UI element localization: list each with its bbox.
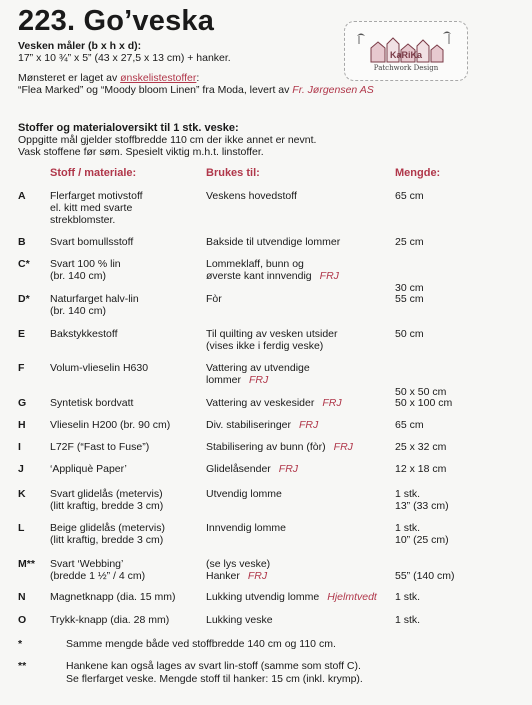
row-quantity <box>395 419 424 431</box>
quantity-line: 10” (25 cm) <box>395 534 449 546</box>
pattern-text-2: “Flea Marked” og “Moody bloom Linen” fra Moda, levert av <box>18 84 293 96</box>
note-2-mark: ** <box>18 660 27 672</box>
quantity-line: 1 stk. <box>395 591 421 603</box>
dimensions-label: Vesken måler (b x h x d): <box>18 40 142 52</box>
quantity-line <box>395 558 455 570</box>
supplier-tag: FRJ <box>322 397 342 409</box>
row-letter: O <box>18 614 27 626</box>
supplier-tag: FRJ <box>249 374 269 386</box>
note-1-mark: * <box>18 638 23 650</box>
quantity-line <box>395 258 424 270</box>
row-quantity <box>395 591 420 603</box>
row-material <box>50 463 127 475</box>
use-text: (se lys veske) <box>206 558 271 570</box>
note-2-line-1: Hankene kan også lages av svart lin-stoff (samme som stoff C). <box>66 660 361 672</box>
row-quantity <box>395 441 446 453</box>
material-line: Magnetknapp (dia. 15 mm) <box>50 591 176 603</box>
use-text: Lukking veske <box>206 614 273 626</box>
row-material <box>50 236 133 248</box>
material-line: Trykk-knapp (dia. 28 mm) <box>50 614 170 626</box>
row-letter: D* <box>18 293 30 305</box>
dimensions-value: 17” x 10 ¾” x 5” (43 x 27,5 x 13 cm) + hanker. <box>18 52 231 64</box>
use-text: øverste kant innvendig <box>206 270 312 282</box>
row-material <box>50 488 163 512</box>
material-line: strekblomster. <box>50 214 116 226</box>
row-letter: N <box>18 591 26 603</box>
quantity-line: 50 x 100 cm <box>395 397 453 409</box>
row-material <box>50 441 149 453</box>
row-material <box>50 558 145 582</box>
overview-line-1: Oppgitte mål gjelder stoffbredde 110 cm der ikke annet er nevnt. <box>18 134 317 146</box>
quantity-line: 55 cm <box>395 293 424 305</box>
row-use <box>206 328 338 352</box>
row-use <box>206 488 282 500</box>
overview-line-2: Vask stoffene før søm. Spesielt viktig m.h.t. linstoffer. <box>18 146 264 158</box>
row-letter: J <box>18 463 24 475</box>
row-quantity <box>395 362 446 398</box>
row-use <box>206 463 298 475</box>
material-line: ‘Appliquè Paper’ <box>50 463 127 475</box>
use-text: lommer <box>206 374 242 386</box>
material-line: Svart ‘Webbing’ <box>50 558 124 570</box>
quantity-line: 13” (33 cm) <box>395 500 449 512</box>
row-material <box>50 397 133 409</box>
use-text: Stabilisering av bunn (fòr) <box>206 441 326 453</box>
use-text: Lukking utvendig lomme <box>206 591 320 603</box>
row-use <box>206 558 270 582</box>
row-quantity <box>395 190 424 202</box>
use-line <box>206 522 286 534</box>
quantity-line: 65 cm <box>395 190 424 202</box>
use-text: Bakside til utvendige lommer <box>206 236 341 248</box>
material-line: Svart 100 % lin <box>50 258 121 270</box>
row-use <box>206 258 339 282</box>
use-line <box>206 558 270 570</box>
quantity-line <box>395 270 424 282</box>
header-quantity: Mengde: <box>395 167 441 179</box>
use-text: Vattering av veskesider <box>206 397 315 409</box>
use-line <box>206 270 339 282</box>
quantity-line: 25 cm <box>395 236 424 248</box>
use-line <box>206 374 310 386</box>
svg-text:KaRiKa: KaRiKa <box>389 50 423 60</box>
row-letter: B <box>18 236 26 248</box>
use-line <box>206 236 340 248</box>
row-letter: C* <box>18 258 30 270</box>
material-line: Vlieselin H200 (br. 90 cm) <box>50 419 171 431</box>
material-line: (br. 140 cm) <box>50 270 107 282</box>
supplier-tag: FRJ <box>319 270 339 282</box>
row-material <box>50 419 170 431</box>
use-line <box>206 328 338 340</box>
quantity-line: 12 x 18 cm <box>395 463 447 475</box>
row-material <box>50 614 169 626</box>
use-line <box>206 488 282 500</box>
material-line: Svart glidelås (metervis) <box>50 488 163 500</box>
material-line: Bakstykkestoff <box>50 328 118 340</box>
row-letter: M** <box>18 558 35 570</box>
material-line: (litt kraftig, bredde 3 cm) <box>50 534 164 546</box>
row-material <box>50 591 175 603</box>
supplier-tag: FRJ <box>333 441 353 453</box>
row-quantity <box>395 614 420 626</box>
row-quantity <box>395 522 449 546</box>
quantity-line: 50 x 50 cm <box>395 386 447 398</box>
use-text: Fòr <box>206 293 222 305</box>
supplier-tag: FRJ <box>299 419 319 431</box>
brand-logo <box>344 21 468 81</box>
material-line: Flerfarget motivstoff <box>50 190 143 202</box>
material-line: Volum-vlieselin H630 <box>50 362 149 374</box>
material-line: Svart bomullsstoff <box>50 236 134 248</box>
supplier-tag: FRJ <box>247 570 268 582</box>
row-letter: F <box>18 362 25 374</box>
use-line <box>206 591 377 603</box>
supplier-tag: Hjelmtvedt <box>327 591 377 603</box>
use-text: Div. stabiliseringer <box>206 419 291 431</box>
quantity-line: 30 cm <box>395 282 424 294</box>
row-letter: A <box>18 190 26 202</box>
use-text: Til quilting av vesken utsider <box>206 328 338 340</box>
row-quantity <box>395 558 455 582</box>
header-material: Stoff / materiale: <box>50 167 137 179</box>
quantity-line: 1 stk. <box>395 522 421 534</box>
quantity-line: 55” (140 cm) <box>395 570 455 582</box>
material-line: (br. 140 cm) <box>50 305 107 317</box>
use-text: Hanker <box>206 570 240 582</box>
header-use: Brukes til: <box>206 167 260 179</box>
material-line: L72F (“Fast to Fuse”) <box>50 441 150 453</box>
quantity-line: 1 stk. <box>395 488 421 500</box>
use-text: Innvendig lomme <box>206 522 286 534</box>
use-line <box>206 397 342 409</box>
row-material <box>50 293 139 317</box>
supplier-link[interactable]: Fr. Jørgensen AS <box>292 84 374 96</box>
use-text: Vattering av utvendige <box>206 362 310 374</box>
row-use <box>206 522 286 534</box>
row-quantity <box>395 236 424 248</box>
row-use <box>206 614 273 626</box>
page-title: 223. Go’veska <box>18 5 215 37</box>
row-material <box>50 362 148 374</box>
row-use <box>206 591 377 603</box>
pattern-colon: : <box>196 72 200 84</box>
supplier-tag: FRJ <box>278 463 299 475</box>
row-material <box>50 258 121 282</box>
note-1-text: Samme mengde både ved stoffbredde 140 cm og 110 cm. <box>66 638 336 650</box>
overview-title: Stoffer og materialoversikt til 1 stk. veske: <box>18 122 239 134</box>
use-line <box>206 463 298 475</box>
quantity-line: 25 x 32 cm <box>395 441 447 453</box>
wishlist-link[interactable]: ønskelistestoffer <box>120 72 197 84</box>
row-use <box>206 236 340 248</box>
material-line: Syntetisk bordvatt <box>50 397 134 409</box>
row-quantity <box>395 488 449 512</box>
quantity-line: 1 stk. <box>395 614 421 626</box>
row-letter: I <box>18 441 21 453</box>
use-text: Lommeklaff, bunn og <box>206 258 304 270</box>
row-quantity <box>395 258 424 294</box>
row-use <box>206 190 297 202</box>
row-letter: K <box>18 488 26 500</box>
material-line: (bredde 1 ½” / 4 cm) <box>50 570 146 582</box>
pattern-line-1 <box>18 72 199 84</box>
pattern-line-2 <box>18 84 374 96</box>
quantity-line: 65 cm <box>395 419 424 431</box>
row-use <box>206 362 310 386</box>
material-line: (litt kraftig, bredde 3 cm) <box>50 500 164 512</box>
row-letter: H <box>18 419 26 431</box>
use-line <box>206 258 339 270</box>
material-line: Naturfarget halv-lin <box>50 293 139 305</box>
use-line <box>206 340 338 352</box>
use-line <box>206 293 222 305</box>
row-letter: E <box>18 328 26 340</box>
row-material <box>50 190 143 226</box>
logo-caption: Patchwork Design <box>373 64 439 72</box>
material-line: Beige glidelås (metervis) <box>50 522 165 534</box>
row-quantity <box>395 397 452 409</box>
row-use <box>206 419 318 431</box>
row-material <box>50 328 118 340</box>
row-use <box>206 293 222 305</box>
note-2-line-2: Se flerfarget veske. Mengde stoff til hanker: 15 cm (inkl. krymp). <box>66 673 363 685</box>
row-letter: L <box>18 522 25 534</box>
use-line <box>206 614 273 626</box>
use-text: Veskens hovedstoff <box>206 190 297 202</box>
use-text: Utvendig lomme <box>206 488 282 500</box>
use-line <box>206 441 353 453</box>
use-line <box>206 362 310 374</box>
row-material <box>50 522 165 546</box>
row-quantity <box>395 328 424 340</box>
use-line <box>206 419 318 431</box>
material-line: el. kitt med svarte <box>50 202 133 214</box>
use-text: Glidelåsender <box>206 463 271 475</box>
quantity-line <box>395 362 446 374</box>
row-quantity <box>395 463 446 475</box>
use-line <box>206 190 297 202</box>
row-use <box>206 397 342 409</box>
quantity-line <box>395 374 446 386</box>
row-use <box>206 441 353 453</box>
pattern-text: Mønsteret er laget av <box>18 72 121 84</box>
use-line <box>206 570 270 582</box>
quantity-line: 50 cm <box>395 328 424 340</box>
row-quantity <box>395 293 424 305</box>
use-text: (vises ikke i ferdig veske) <box>206 340 324 352</box>
row-letter: G <box>18 397 27 409</box>
